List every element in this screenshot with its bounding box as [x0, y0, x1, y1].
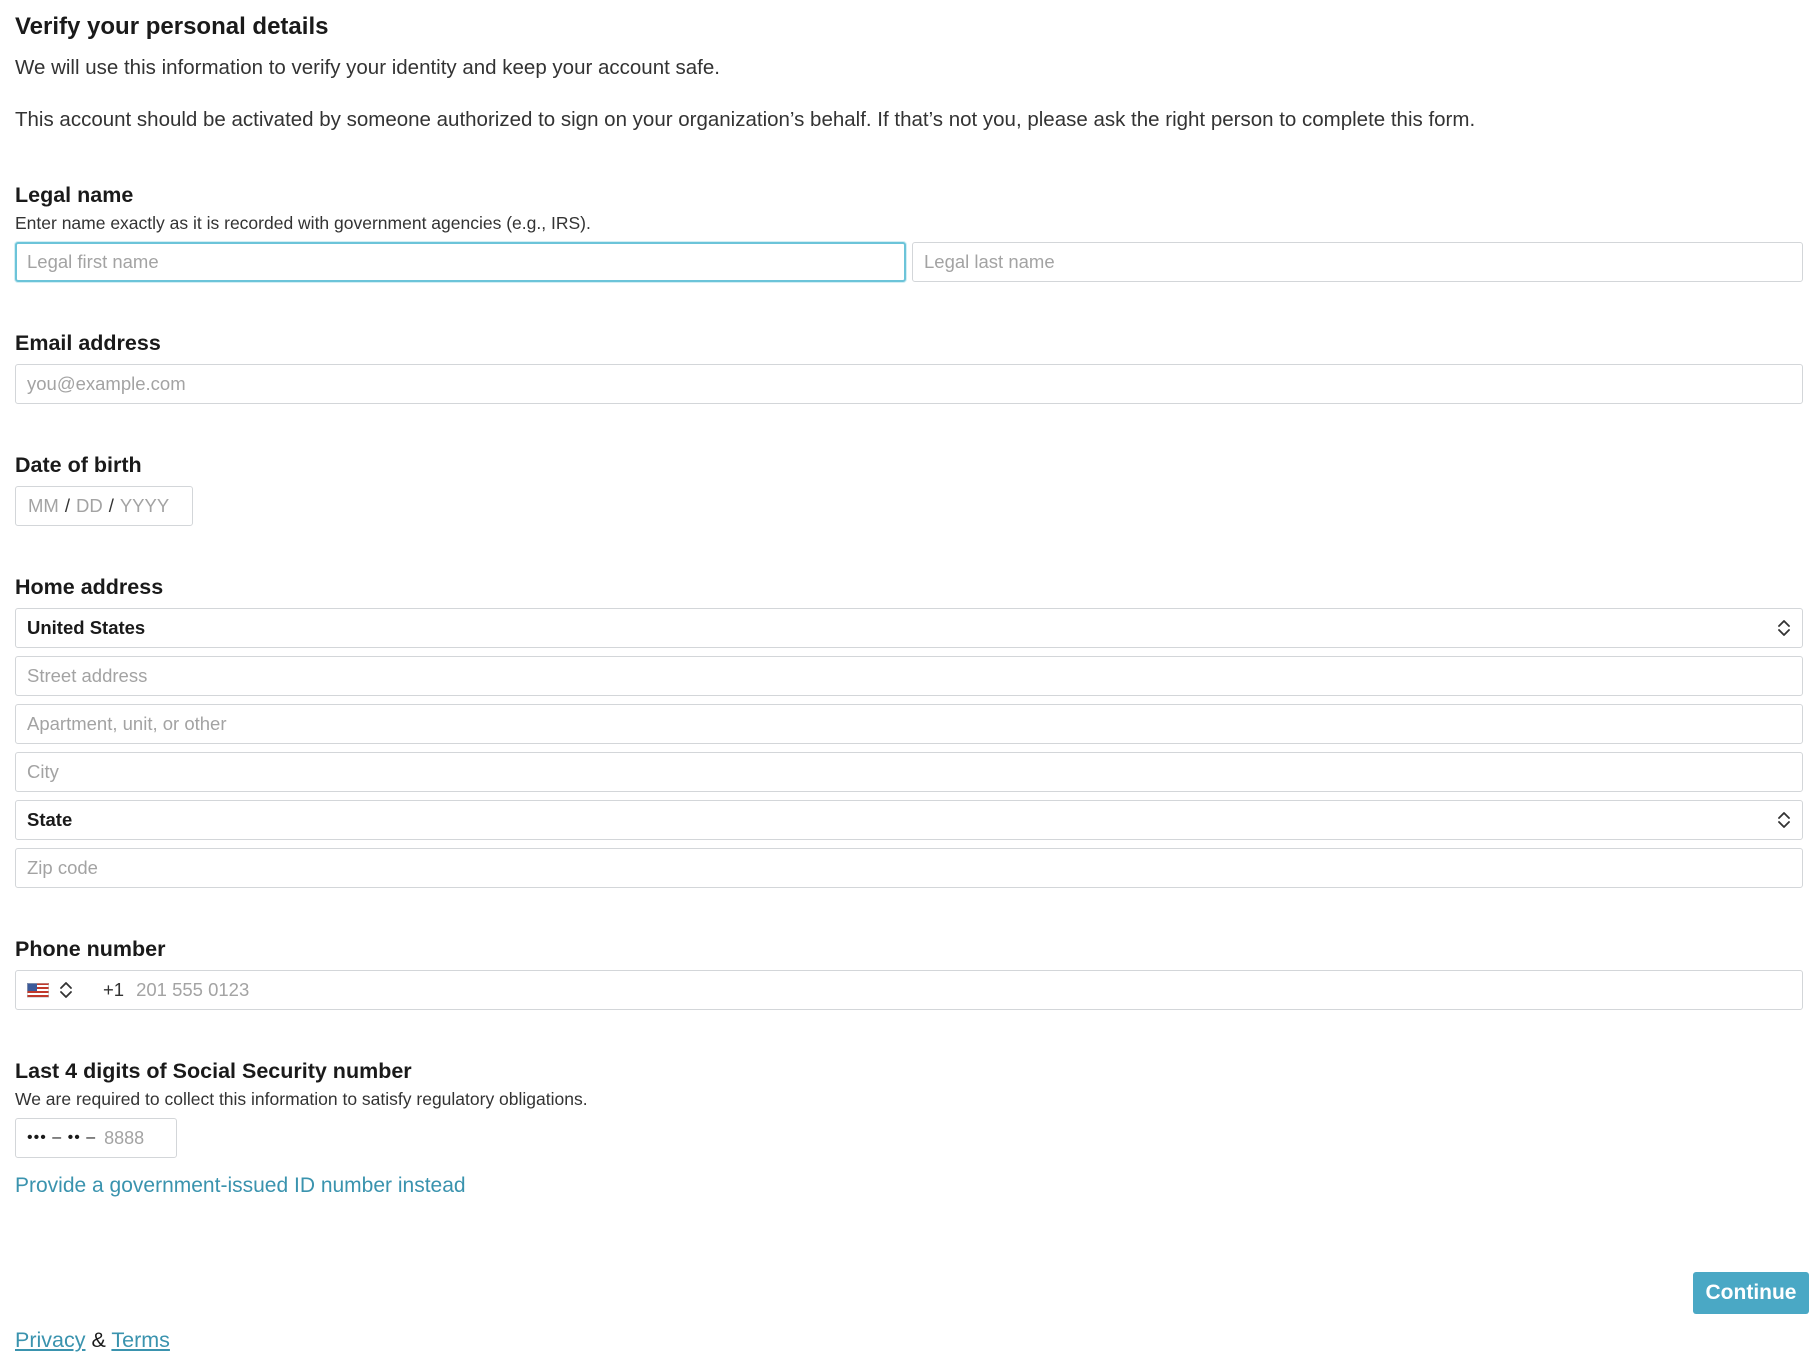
select-chevron-icon: [1777, 809, 1791, 831]
state-select[interactable]: [15, 800, 1803, 840]
country-code-chevron-icon[interactable]: [59, 979, 73, 1001]
email-input[interactable]: [15, 364, 1803, 404]
dob-separator: /: [64, 495, 70, 516]
legal-name-row: [15, 242, 1803, 282]
zip-code-input[interactable]: [15, 848, 1803, 888]
legal-name-section: [15, 182, 1803, 282]
intro-text: We will use this information to verify your identity and keep your account safe.: [15, 56, 720, 79]
phone-country-code: +1: [103, 979, 125, 1000]
phone-section: [15, 936, 1803, 1010]
state-select-value: State: [27, 809, 73, 830]
apartment-input[interactable]: [15, 704, 1803, 744]
authorization-note: This account should be activated by someone authorized to sign on your organization’s behalf. If that’s not you, please ask the right person to complete this form.: [15, 108, 1476, 131]
ssn-section: [15, 1058, 1803, 1198]
country-select[interactable]: [15, 608, 1803, 648]
ssn-last4-input[interactable]: [15, 1118, 177, 1158]
ssn-label: Last 4 digits of Social Security number: [15, 1059, 412, 1083]
dob-day-placeholder[interactable]: DD: [75, 495, 103, 516]
ssn-help: We are required to collect this information to satisfy regulatory obligations.: [15, 1089, 588, 1109]
ssn-mask: ••• – •• –: [27, 1129, 97, 1146]
dob-input[interactable]: [15, 486, 193, 526]
continue-button[interactable]: Continue: [1693, 1272, 1809, 1314]
government-id-link[interactable]: Provide a government-issued ID number instead: [15, 1174, 466, 1197]
address-label: Home address: [15, 575, 164, 599]
legal-last-name-input[interactable]: [912, 242, 1803, 282]
legal-name-help: Enter name exactly as it is recorded with government agencies (e.g., IRS).: [15, 213, 591, 233]
legal-first-name-input[interactable]: [15, 242, 906, 282]
legal-name-label: Legal name: [15, 183, 134, 207]
us-flag-icon[interactable]: [27, 983, 49, 998]
dob-separator: /: [108, 495, 114, 516]
footer-separator: &: [91, 1328, 106, 1352]
email-label: Email address: [15, 331, 161, 355]
address-section: [15, 574, 1803, 888]
footer-links: [15, 1328, 170, 1353]
privacy-link[interactable]: Privacy: [15, 1328, 86, 1352]
ssn-placeholder[interactable]: 8888: [104, 1127, 145, 1148]
page-title: Verify your personal details: [15, 13, 329, 40]
email-section: [15, 330, 1803, 404]
form-container: [15, 12, 1803, 1198]
dob-year-placeholder[interactable]: YYYY: [119, 495, 170, 516]
phone-label: Phone number: [15, 937, 166, 961]
dob-month-placeholder[interactable]: MM: [28, 495, 59, 516]
dob-label: Date of birth: [15, 453, 142, 477]
terms-link[interactable]: Terms: [111, 1328, 170, 1352]
country-select-value: United States: [27, 617, 146, 638]
dob-section: [15, 452, 1803, 526]
city-input[interactable]: [15, 752, 1803, 792]
phone-input[interactable]: [15, 970, 1803, 1010]
street-address-input[interactable]: [15, 656, 1803, 696]
select-chevron-icon: [1777, 617, 1791, 639]
phone-number-placeholder[interactable]: 201 555 0123: [136, 979, 250, 1000]
